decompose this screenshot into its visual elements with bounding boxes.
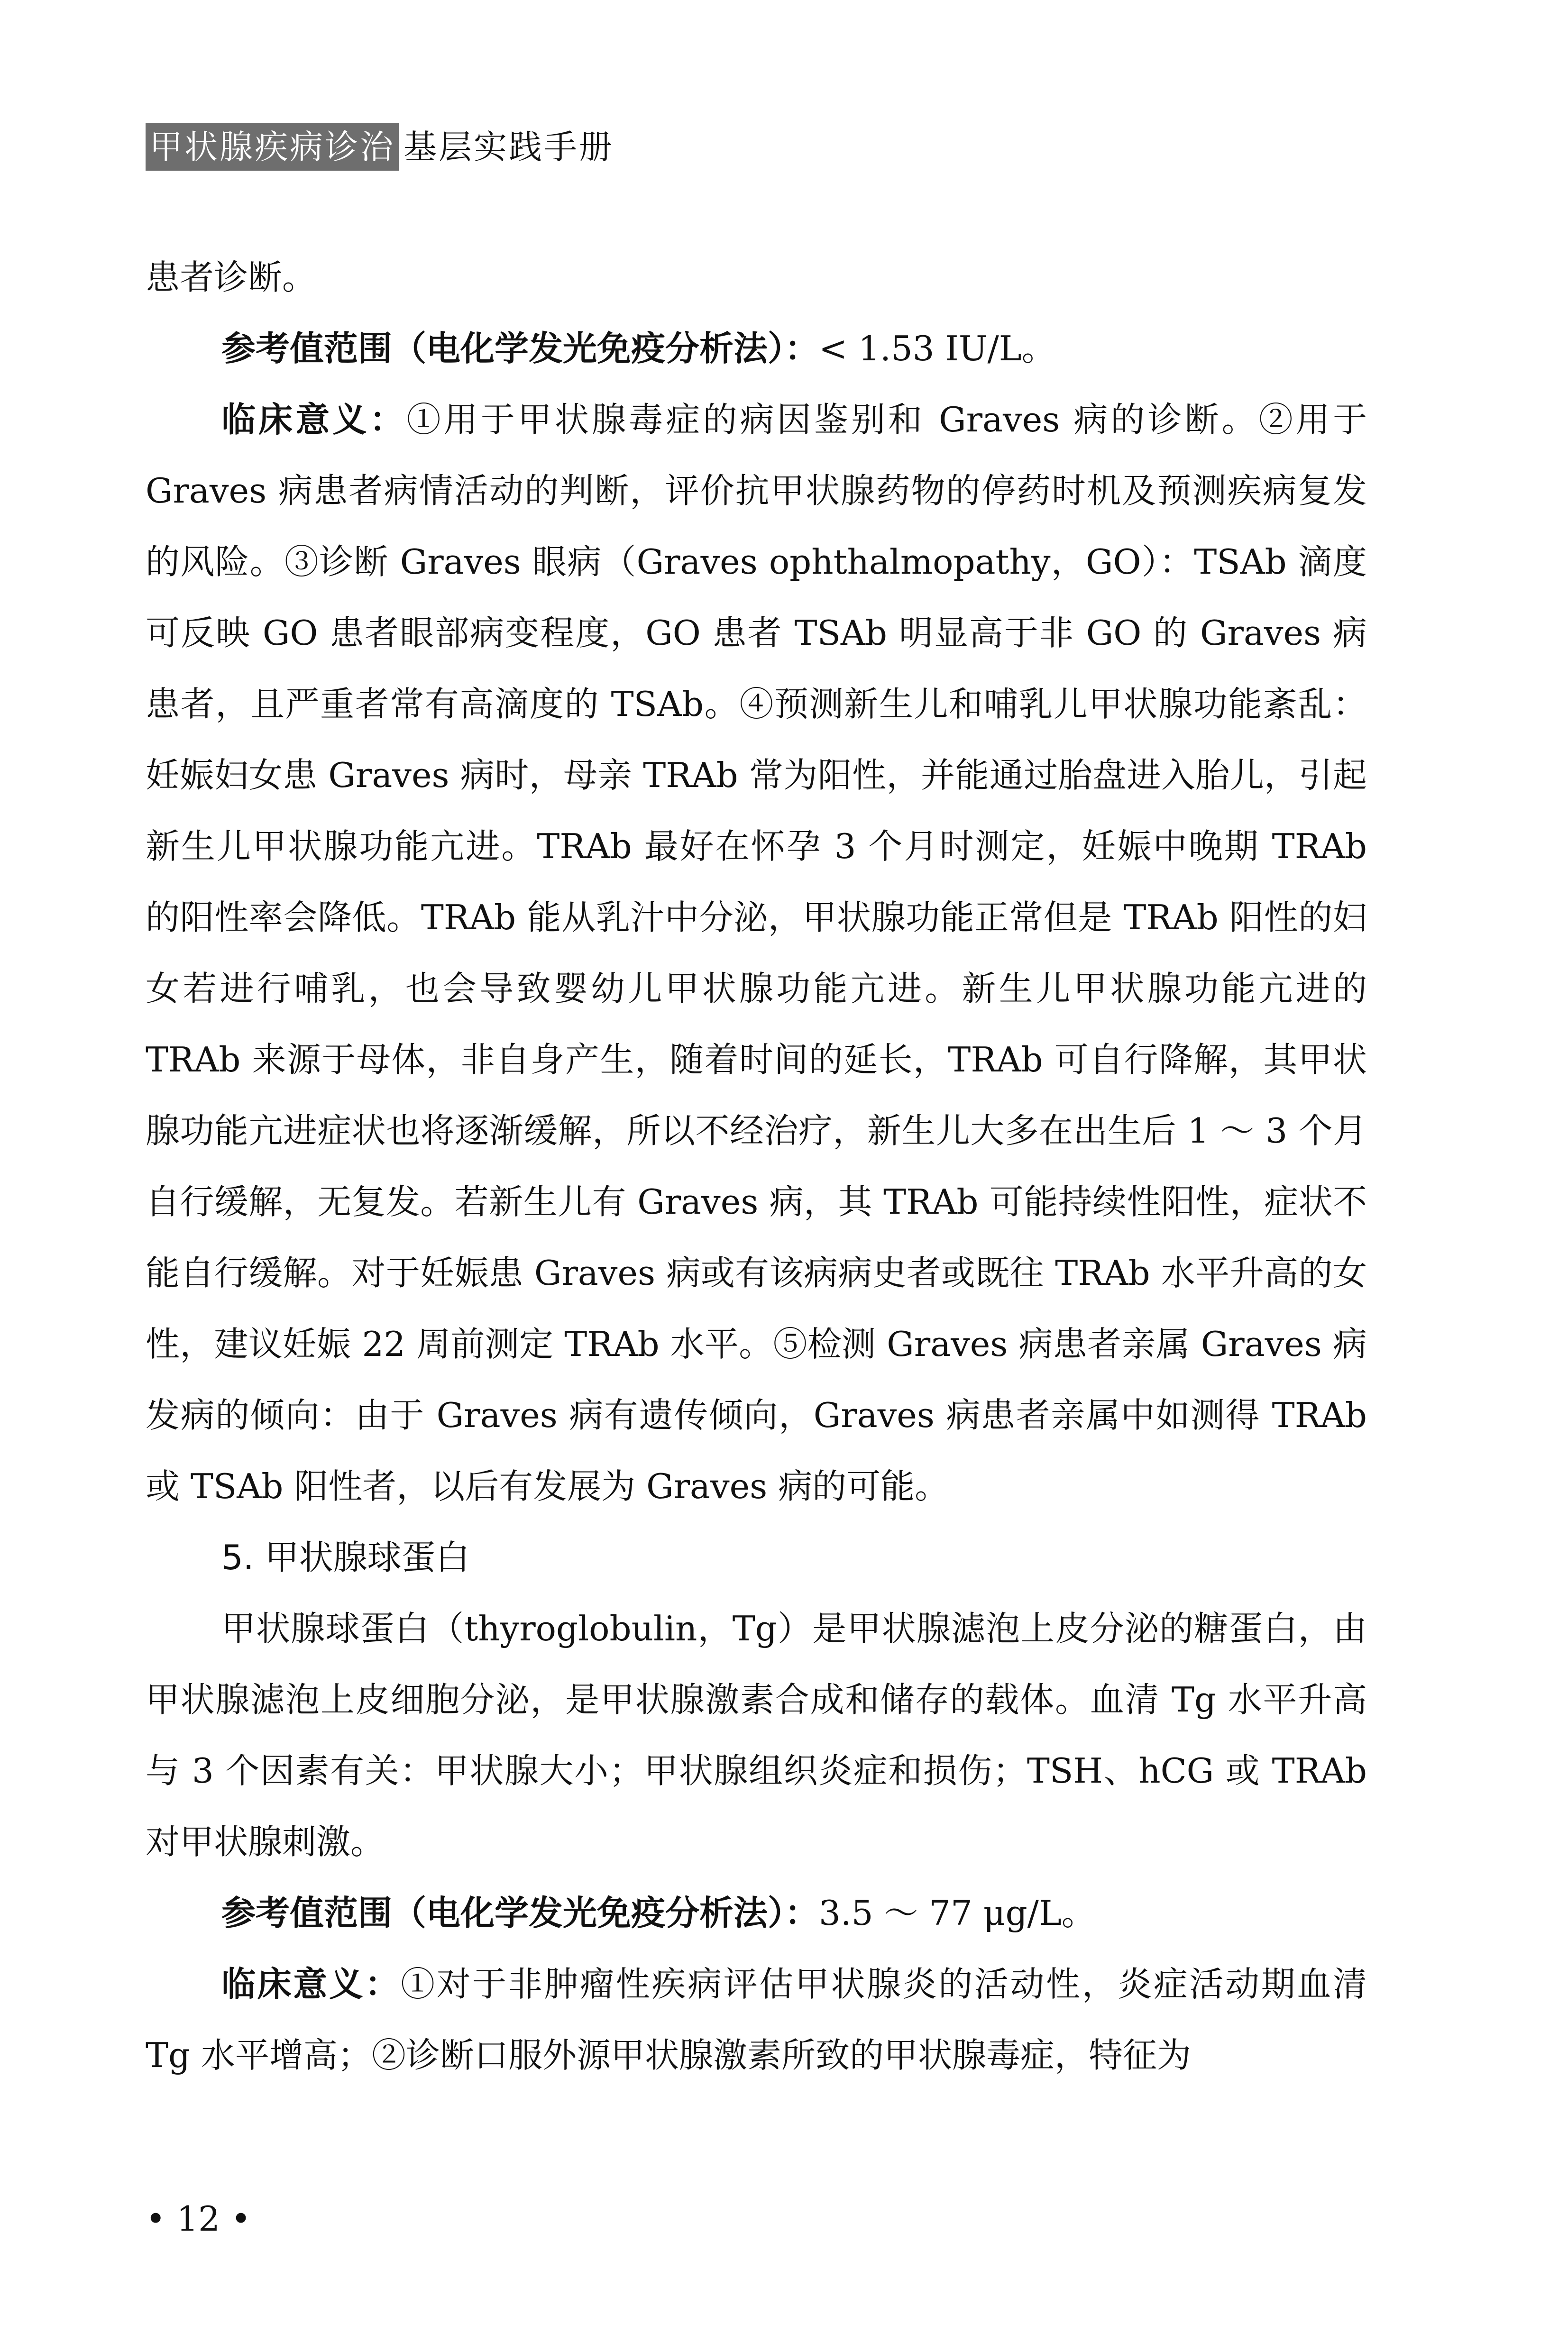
book-title-rest: 基层实践手册 bbox=[403, 128, 614, 166]
reference-range-value: 3.5 ～ 77 μg/L。 bbox=[819, 1893, 1096, 1933]
reference-range-value: < 1.53 IU/L。 bbox=[819, 329, 1056, 368]
running-header bbox=[146, 123, 614, 171]
page-number: • 12 • bbox=[146, 2199, 251, 2239]
reference-range-label: 参考值范围（电化学发光免疫分析法）： bbox=[221, 329, 819, 368]
reference-range-paragraph-2 bbox=[146, 1877, 1367, 1949]
book-title-highlight: 甲状腺疾病诊治 bbox=[146, 123, 399, 171]
reference-range-paragraph-1 bbox=[146, 313, 1367, 384]
reference-range-label: 参考值范围（电化学发光免疫分析法）： bbox=[221, 1893, 819, 1933]
clinical-significance-paragraph-1 bbox=[146, 384, 1367, 1522]
clinical-significance-text: ①用于甲状腺毒症的病因鉴别和 Graves 病的诊断。②用于 Graves 病患者病情活动的判断，评价抗甲状腺药物的停药时机及预测疾病复发的风险。③诊断 Graves 眼病（Graves ophthalmopathy，GO）：TSAb 滴度可反映 GO 患者眼部病变程度，GO 患者 TSAb 明显高于非 GO 的 Graves 病患者，且严重者常有高滴度的 TSAb。④预测新生儿和哺乳儿甲状腺功能紊乱：妊娠妇女患 Graves 病时，母亲 TRAb 常为阳性，并能通过胎盘进入胎儿，引起新生儿甲状腺功能亢进。TRAb 最好在怀孕 3 个月时测定，妊娠中晚期 TRAb 的阳性率会降低。TRAb 能从乳汁中分泌，甲状腺功能正常但是 TRAb 阳性的妇女若进行哺乳，也会导致婴幼儿甲状腺功能亢进。新生儿甲状腺功能亢进的 TRAb 来源于母体，非自身产生，随着时间的延长，TRAb 可自行降解，其甲状腺功能亢进症状也将逐渐缓解，所以不经治疗，新生儿大多在出生后 1 ～ 3 个月自行缓解，无复发。若新生儿有 Graves 病，其 TRAb 可能持续性阳性，症状不能自行缓解。对于妊娠患 Graves 病或有该病病史者或既往 TRAb 水平升高的女性，建议妊娠 22 周前测定 TRAb 水平。⑤检测 Graves 病患者亲属 Graves 病发病的倾向：由于 Graves 病有遗传倾向，Graves 病患者亲属中如测得 TRAb 或 TSAb 阳性者，以后有发展为 Graves 病的可能。 bbox=[146, 400, 1367, 1506]
clinical-significance-label: 临床意义： bbox=[221, 1964, 401, 2004]
clinical-significance-text: ①对于非肿瘤性疾病评估甲状腺炎的活动性，炎症活动期血清 Tg 水平增高；②诊断口服外源甲状腺激素所致的甲状腺毒症，特征为 bbox=[146, 1964, 1367, 2075]
clinical-significance-paragraph-2 bbox=[146, 1949, 1367, 2091]
thyroglobulin-intro-paragraph: 甲状腺球蛋白（thyroglobulin，Tg）是甲状腺滤泡上皮分泌的糖蛋白，由甲状腺滤泡上皮细胞分泌，是甲状腺激素合成和储存的载体。血清 Tg 水平升高与 3 个因素有关：甲状腺大小；甲状腺组织炎症和损伤；TSH、hCG 或 TRAb 对甲状腺刺激。 bbox=[146, 1609, 1367, 1862]
clinical-significance-label: 临床意义： bbox=[221, 400, 407, 439]
paragraph-continuation: 患者诊断。 bbox=[146, 257, 317, 297]
page-body bbox=[146, 242, 1367, 2091]
section-heading: 5. 甲状腺球蛋白 bbox=[221, 1537, 470, 1577]
